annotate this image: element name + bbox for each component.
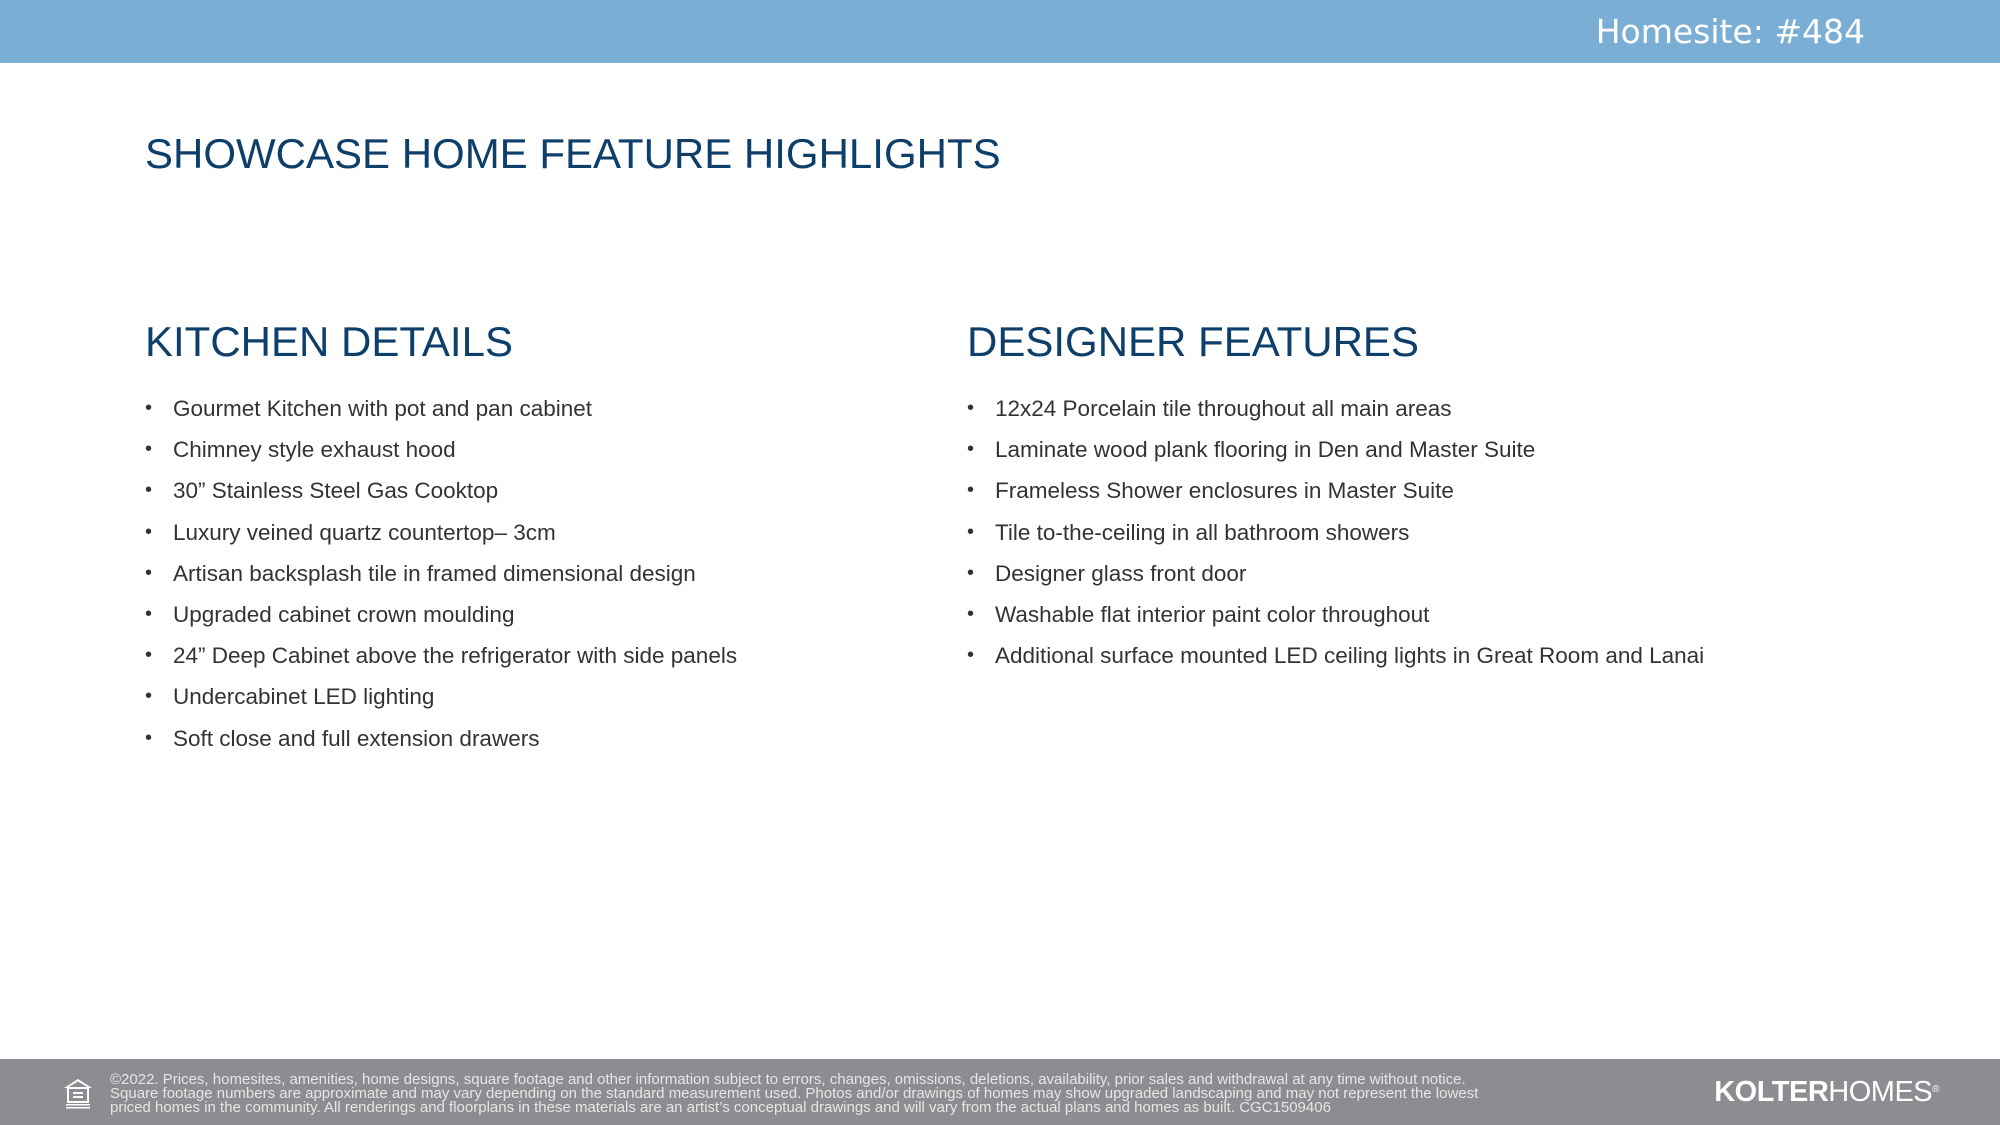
logo-bold-text: KOLTER — [1714, 1076, 1829, 1108]
list-item — [145, 388, 945, 429]
disclaimer-line: ©2022. Prices, homesites, amenities, home designs, square footage and other information subject to errors, changes, omissions, deletions, availability, prior sales and withdrawal at any time without notice. — [110, 1071, 1466, 1088]
kitchen-details-heading: KITCHEN DETAILS — [145, 318, 513, 365]
bullet-icon: • — [967, 561, 975, 584]
feature-text: Tile to-the-ceiling in all bathroom showers — [995, 519, 1410, 545]
bullet-icon: • — [145, 479, 153, 502]
list-item — [145, 470, 945, 511]
feature-text: Luxury veined quartz countertop– 3cm — [173, 519, 556, 545]
bullet-icon: • — [145, 520, 153, 543]
feature-text: 12x24 Porcelain tile throughout all main areas — [995, 396, 1452, 421]
disclaimer-line: Square footage numbers are approximate and may vary depending on the standard measurement used. Photos and/or drawings of homes may show upgraded landscaping and may not represent the lowest — [110, 1085, 1479, 1102]
bullet-icon: • — [145, 397, 153, 419]
designer-feature-list — [967, 388, 1967, 676]
list-item — [145, 718, 945, 759]
feature-text: 24” Deep Cabinet above the refrigerator with side panels — [173, 643, 738, 669]
homesite-label: Homesite: #484 — [1595, 12, 1865, 51]
feature-text: Undercabinet LED lighting — [173, 684, 435, 710]
bullet-icon: • — [967, 603, 975, 626]
disclaimer-line: priced homes in the community. All renderings and floorplans in these materials are an artist’s conceptual drawings and will vary from the actual plans and homes as built. CGC1509406 — [110, 1099, 1331, 1116]
bullet-icon: • — [145, 438, 153, 461]
footer — [0, 1059, 2000, 1125]
logo-light-text: HOMES — [1828, 1076, 1933, 1108]
bullet-icon: • — [967, 644, 975, 667]
list-item — [145, 594, 945, 635]
bullet-icon: • — [145, 726, 153, 749]
bullet-icon: • — [145, 603, 153, 626]
feature-text: Upgraded cabinet crown moulding — [173, 602, 515, 628]
feature-text: Designer glass front door — [995, 560, 1247, 586]
feature-text: 30” Stainless Steel Gas Cooktop — [173, 478, 499, 504]
list-item — [145, 635, 945, 676]
feature-text: Gourmet Kitchen with pot and pan cabinet — [173, 396, 593, 421]
kitchen-feature-list — [145, 388, 945, 759]
top-bar — [0, 0, 2000, 63]
bullet-icon: • — [967, 520, 975, 543]
bullet-icon: • — [967, 397, 975, 419]
list-item — [967, 470, 1967, 511]
feature-text: Additional surface mounted LED ceiling lights in Great Room and Lanai — [995, 643, 1705, 669]
list-item — [145, 676, 945, 717]
list-item — [145, 429, 945, 470]
bullet-icon: • — [967, 438, 975, 461]
list-item — [967, 388, 1967, 429]
list-item — [145, 512, 945, 553]
kitchen-details-section — [145, 316, 945, 759]
bullet-icon: • — [967, 479, 975, 502]
list-item — [967, 512, 1967, 553]
list-item — [967, 553, 1967, 594]
bullet-icon: • — [145, 685, 153, 708]
legal-disclaimer — [110, 1073, 1710, 1115]
list-item — [967, 635, 1967, 676]
feature-text: Washable flat interior paint color throughout — [995, 602, 1430, 628]
feature-text: Artisan backsplash tile in framed dimensional design — [173, 560, 696, 586]
registered-mark: ® — [1932, 1084, 1939, 1095]
feature-text: Laminate wood plank flooring in Den and Master Suite — [995, 437, 1536, 463]
feature-text: Soft close and full extension drawers — [173, 725, 540, 751]
bullet-icon: • — [145, 561, 153, 584]
list-item — [967, 594, 1967, 635]
list-item — [967, 429, 1967, 470]
kolter-homes-logo — [1714, 1077, 1939, 1107]
designer-features-heading: DESIGNER FEATURES — [967, 318, 1419, 365]
bullet-icon: • — [145, 644, 153, 667]
list-item — [145, 553, 945, 594]
equal-housing-icon — [63, 1077, 93, 1109]
feature-text: Frameless Shower enclosures in Master Suite — [995, 478, 1454, 504]
feature-text: Chimney style exhaust hood — [173, 437, 456, 463]
page-title: SHOWCASE HOME FEATURE HIGHLIGHTS — [145, 130, 1001, 177]
designer-features-section — [967, 316, 1967, 676]
